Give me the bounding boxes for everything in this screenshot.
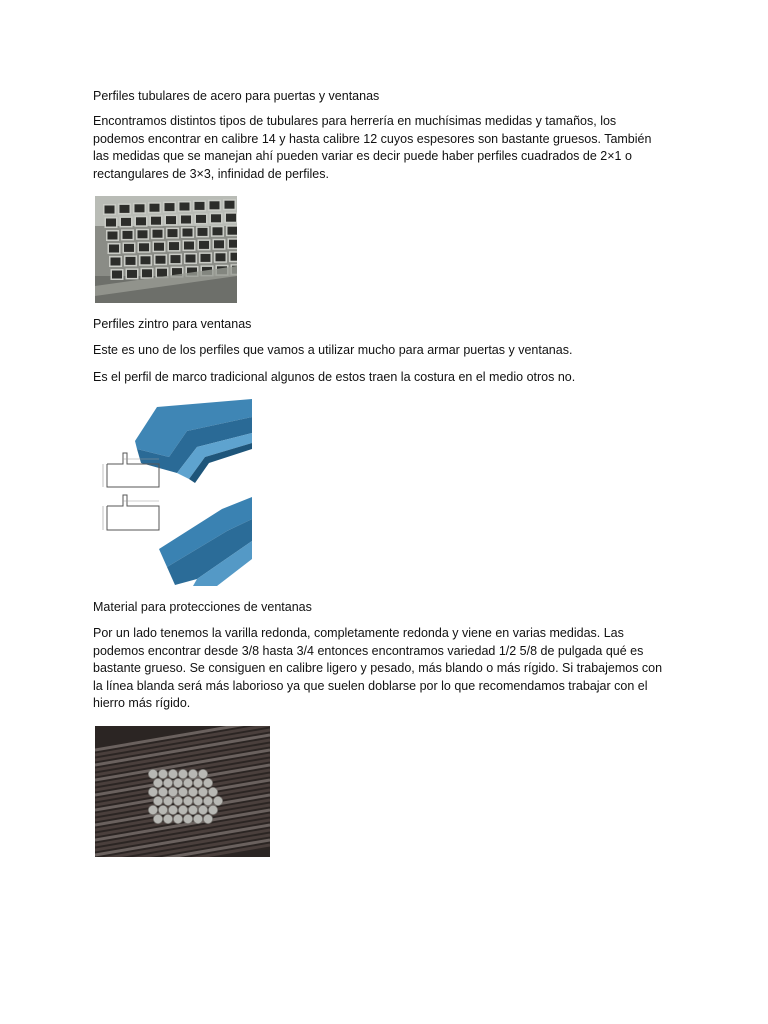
- section-heading-zintro: Perfiles zintro para ventanas: [93, 317, 252, 331]
- text-line: Encontramos distintos tipos de tubulares para herrería en muchísimas medidas y tamaños, los: [93, 114, 617, 128]
- text-line: Es el perfil de marco tradicional algunos de estos traen la costura en el medio otros no.: [93, 370, 576, 384]
- text-line: hierro más rígido.: [93, 696, 191, 710]
- text-line: rectangulares de 3×3, infinidad de perfiles.: [93, 166, 329, 181]
- paragraph-tubulares: [93, 113, 683, 183]
- paragraph-zintro-1: [93, 342, 683, 360]
- section-heading-tubulares: Perfiles tubulares de acero para puertas y ventanas: [93, 89, 380, 103]
- paragraph-protecciones: [93, 625, 683, 713]
- text-line: Este es uno de los perfiles que vamos a utilizar mucho para armar puertas y ventanas.: [93, 343, 573, 357]
- text-line: Por un lado tenemos la varilla redonda, completamente redonda y viene en varias medidas. Las: [93, 626, 624, 640]
- text-line: bastante grueso. Se consiguen en calibre ligero y pesado, más blando o más rígido. Si trabajemos con: [93, 661, 663, 675]
- stacked-square-steel-tubes-photo: [95, 196, 237, 303]
- text-line: podemos encontrar en calibre 14 y hasta calibre 12 cuyos espesores son bastante gruesos. También: [93, 131, 652, 146]
- text-line: la línea blanda será más laborioso ya que suelen doblarse por lo que recomendamos trabajar con el: [93, 678, 648, 693]
- paragraph-zintro-2: [93, 369, 683, 387]
- text-line: las medidas que se manejan ahí pueden variar es decir puede haber perfiles cuadrados de 2×1 o: [93, 149, 632, 163]
- section-heading-protecciones: Material para protecciones de ventanas: [93, 600, 312, 614]
- round-steel-bar-bundle-photo: [95, 726, 270, 857]
- text-line: podemos encontrar desde 3/8 hasta 3/4 entonces encontramos variedad 1/2 5/8 de pulgada qué es: [93, 643, 644, 658]
- zintro-window-profiles-photo: [97, 399, 252, 586]
